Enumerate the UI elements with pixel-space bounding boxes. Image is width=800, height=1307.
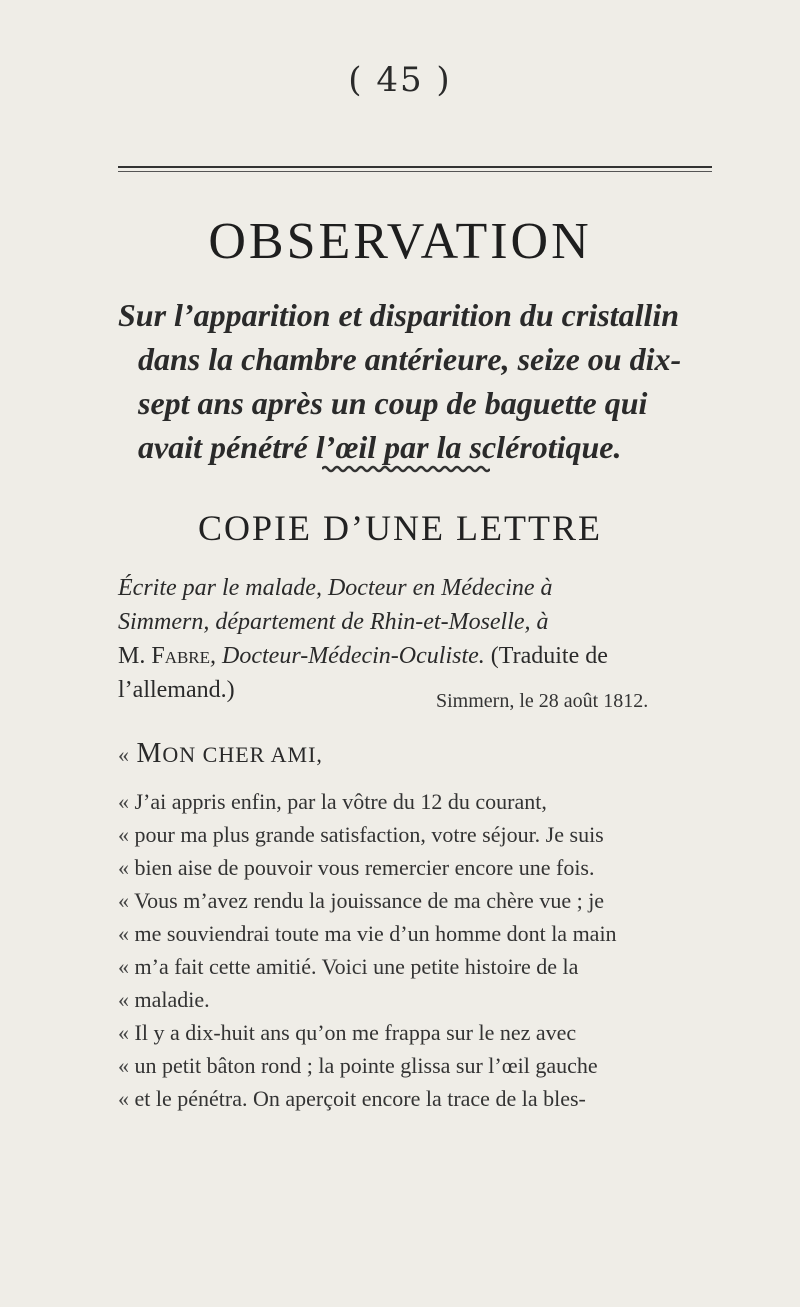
intro-suffix: (Traduite de — [484, 643, 608, 669]
letter-text: et le pénétra. On aperçoit encore la trace de la bles- — [129, 1086, 586, 1111]
letter-line — [118, 917, 712, 950]
subtitle — [118, 293, 712, 469]
letter-text: pour ma plus grande satisfaction, votre séjour. Je suis — [129, 822, 604, 847]
quote-mark: « — [118, 1086, 129, 1111]
intro-name: Fabre — [151, 643, 211, 669]
letter-line — [118, 983, 712, 1016]
header-rule-thin — [118, 171, 712, 172]
quote-mark: « — [118, 987, 129, 1012]
letter-text: me souviendrai toute ma vie d’un homme dont la main — [129, 921, 617, 946]
place-date: Simmern, le 28 août 1812. — [436, 690, 649, 712]
letter-text: un petit bâton rond ; la pointe glissa sur l’œil gauche — [129, 1053, 598, 1078]
subtitle-line: avait pénétré l’œil par la sclérotique. — [138, 429, 622, 465]
intro-line — [118, 639, 712, 673]
letter-line — [118, 950, 712, 983]
quote-mark: « — [118, 742, 130, 767]
intro-title: , Docteur-Médecin-Oculiste. — [210, 643, 485, 669]
intro-line: Écrite par le malade, Docteur en Médecine à — [118, 575, 553, 601]
header-rule — [118, 166, 712, 168]
salutation-initial: M — [136, 738, 163, 769]
letter-text: bien aise de pouvoir vous remercier encore une fois. — [129, 855, 595, 880]
section-title: COPIE D’UNE LETTRE — [198, 508, 602, 548]
intro-prefix: M. — [118, 643, 152, 669]
intro-line: l’allemand.) — [118, 677, 235, 703]
page-number: ( 45 ) — [348, 60, 452, 100]
main-title: OBSERVATION — [208, 213, 592, 270]
letter-line — [118, 1049, 712, 1082]
intro-line: Simmern, département de Rhin-et-Moselle, à — [118, 609, 549, 635]
quote-mark: « — [118, 789, 129, 814]
subtitle-line: sept ans après un coup de baguette qui — [138, 385, 648, 421]
letter-text: J’ai appris enfin, par la vôtre du 12 du courant, — [129, 789, 547, 814]
letter-text: m’a fait cette amitié. Voici une petite histoire de la — [129, 954, 579, 979]
letter-line — [118, 1016, 712, 1049]
salutation-rest: ON CHER AMI, — [162, 742, 323, 767]
quote-mark: « — [118, 855, 129, 880]
quote-mark: « — [118, 822, 129, 847]
letter-text: Vous m’avez rendu la jouissance de ma chère vue ; je — [129, 888, 605, 913]
letter-line — [118, 851, 712, 884]
subtitle-line: Sur l’apparition et disparition du cristallin — [118, 297, 680, 333]
quote-mark: « — [118, 888, 129, 913]
letter-line — [118, 884, 712, 917]
quote-mark: « — [118, 1053, 129, 1078]
ornament-divider — [322, 465, 490, 473]
subtitle-line: dans la chambre antérieure, seize ou dix- — [138, 341, 682, 377]
letter-intro — [118, 571, 712, 707]
letter-text: Il y a dix-huit ans qu’on me frappa sur le nez avec — [129, 1020, 577, 1045]
quote-mark: « — [118, 954, 129, 979]
letter-line — [118, 1082, 712, 1115]
letter-body — [118, 785, 712, 1115]
letter-line — [118, 818, 712, 851]
letter-line — [118, 785, 712, 818]
quote-mark: « — [118, 1020, 129, 1045]
letter-text: maladie. — [129, 987, 210, 1012]
quote-mark: « — [118, 921, 129, 946]
salutation — [118, 738, 323, 770]
